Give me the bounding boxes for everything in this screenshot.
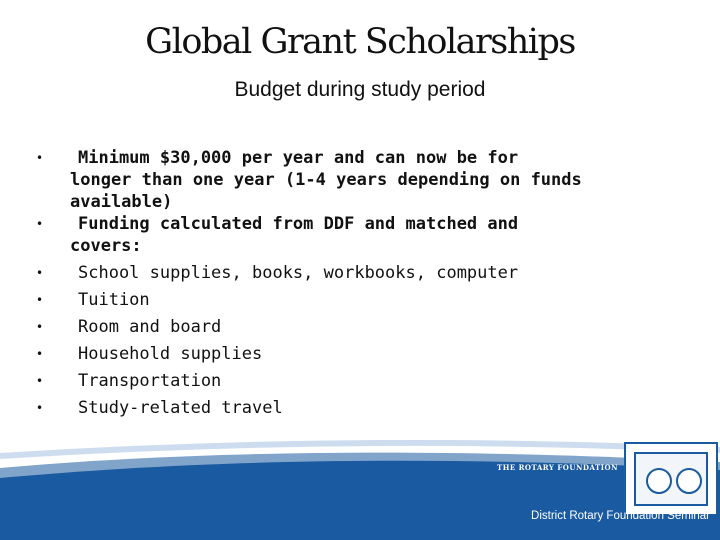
bullet-item bbox=[36, 397, 676, 419]
bullet-item bbox=[36, 343, 676, 365]
bullet-dot-icon: • bbox=[36, 293, 44, 307]
bullet-item bbox=[36, 316, 676, 338]
bullet-line: available) bbox=[70, 192, 173, 212]
slide-subtitle: Budget during study period bbox=[234, 78, 486, 101]
bullet-line: School supplies, books, workbooks, computer bbox=[78, 263, 519, 283]
bullet-line: Funding calculated from DDF and matched and bbox=[78, 214, 519, 234]
bullet-item bbox=[36, 262, 676, 284]
bullet-line: Study-related travel bbox=[78, 398, 283, 418]
bullet-dot-icon: • bbox=[36, 374, 44, 388]
bullet-line: Household supplies bbox=[78, 344, 263, 364]
logo-frame bbox=[634, 452, 708, 506]
bullet-line: Room and board bbox=[78, 317, 222, 337]
footer-band bbox=[0, 440, 720, 540]
slide-title: Global Grant Scholarships bbox=[145, 22, 575, 62]
bullet-item bbox=[36, 147, 676, 213]
rotary-foundation-logo-icon bbox=[624, 442, 718, 516]
bullet-dot-icon: • bbox=[36, 401, 44, 415]
bullet-item bbox=[36, 213, 676, 257]
bullet-line: Tuition bbox=[78, 290, 150, 310]
bullet-dot-icon: • bbox=[36, 217, 44, 231]
foundation-seal-icon bbox=[646, 468, 672, 494]
bullet-item bbox=[36, 370, 676, 392]
bullet-dot-icon: • bbox=[36, 266, 44, 280]
rotary-wheel-icon bbox=[676, 468, 702, 494]
bullet-line: Transportation bbox=[78, 371, 222, 391]
bullet-list bbox=[36, 147, 676, 424]
bullet-dot-icon: • bbox=[36, 320, 44, 334]
bullet-line: longer than one year (1-4 years depending on funds bbox=[70, 170, 582, 190]
bullet-dot-icon: • bbox=[36, 347, 44, 361]
footer-seminar-label: District Rotary Foundation Seminar bbox=[531, 510, 710, 522]
foundation-label: THE ROTARY FOUNDATION bbox=[497, 463, 618, 472]
bullet-line: covers: bbox=[70, 236, 142, 256]
bullet-item bbox=[36, 289, 676, 311]
bullet-dot-icon: • bbox=[36, 151, 44, 165]
bullet-line: Minimum $30,000 per year and can now be for bbox=[78, 148, 519, 168]
